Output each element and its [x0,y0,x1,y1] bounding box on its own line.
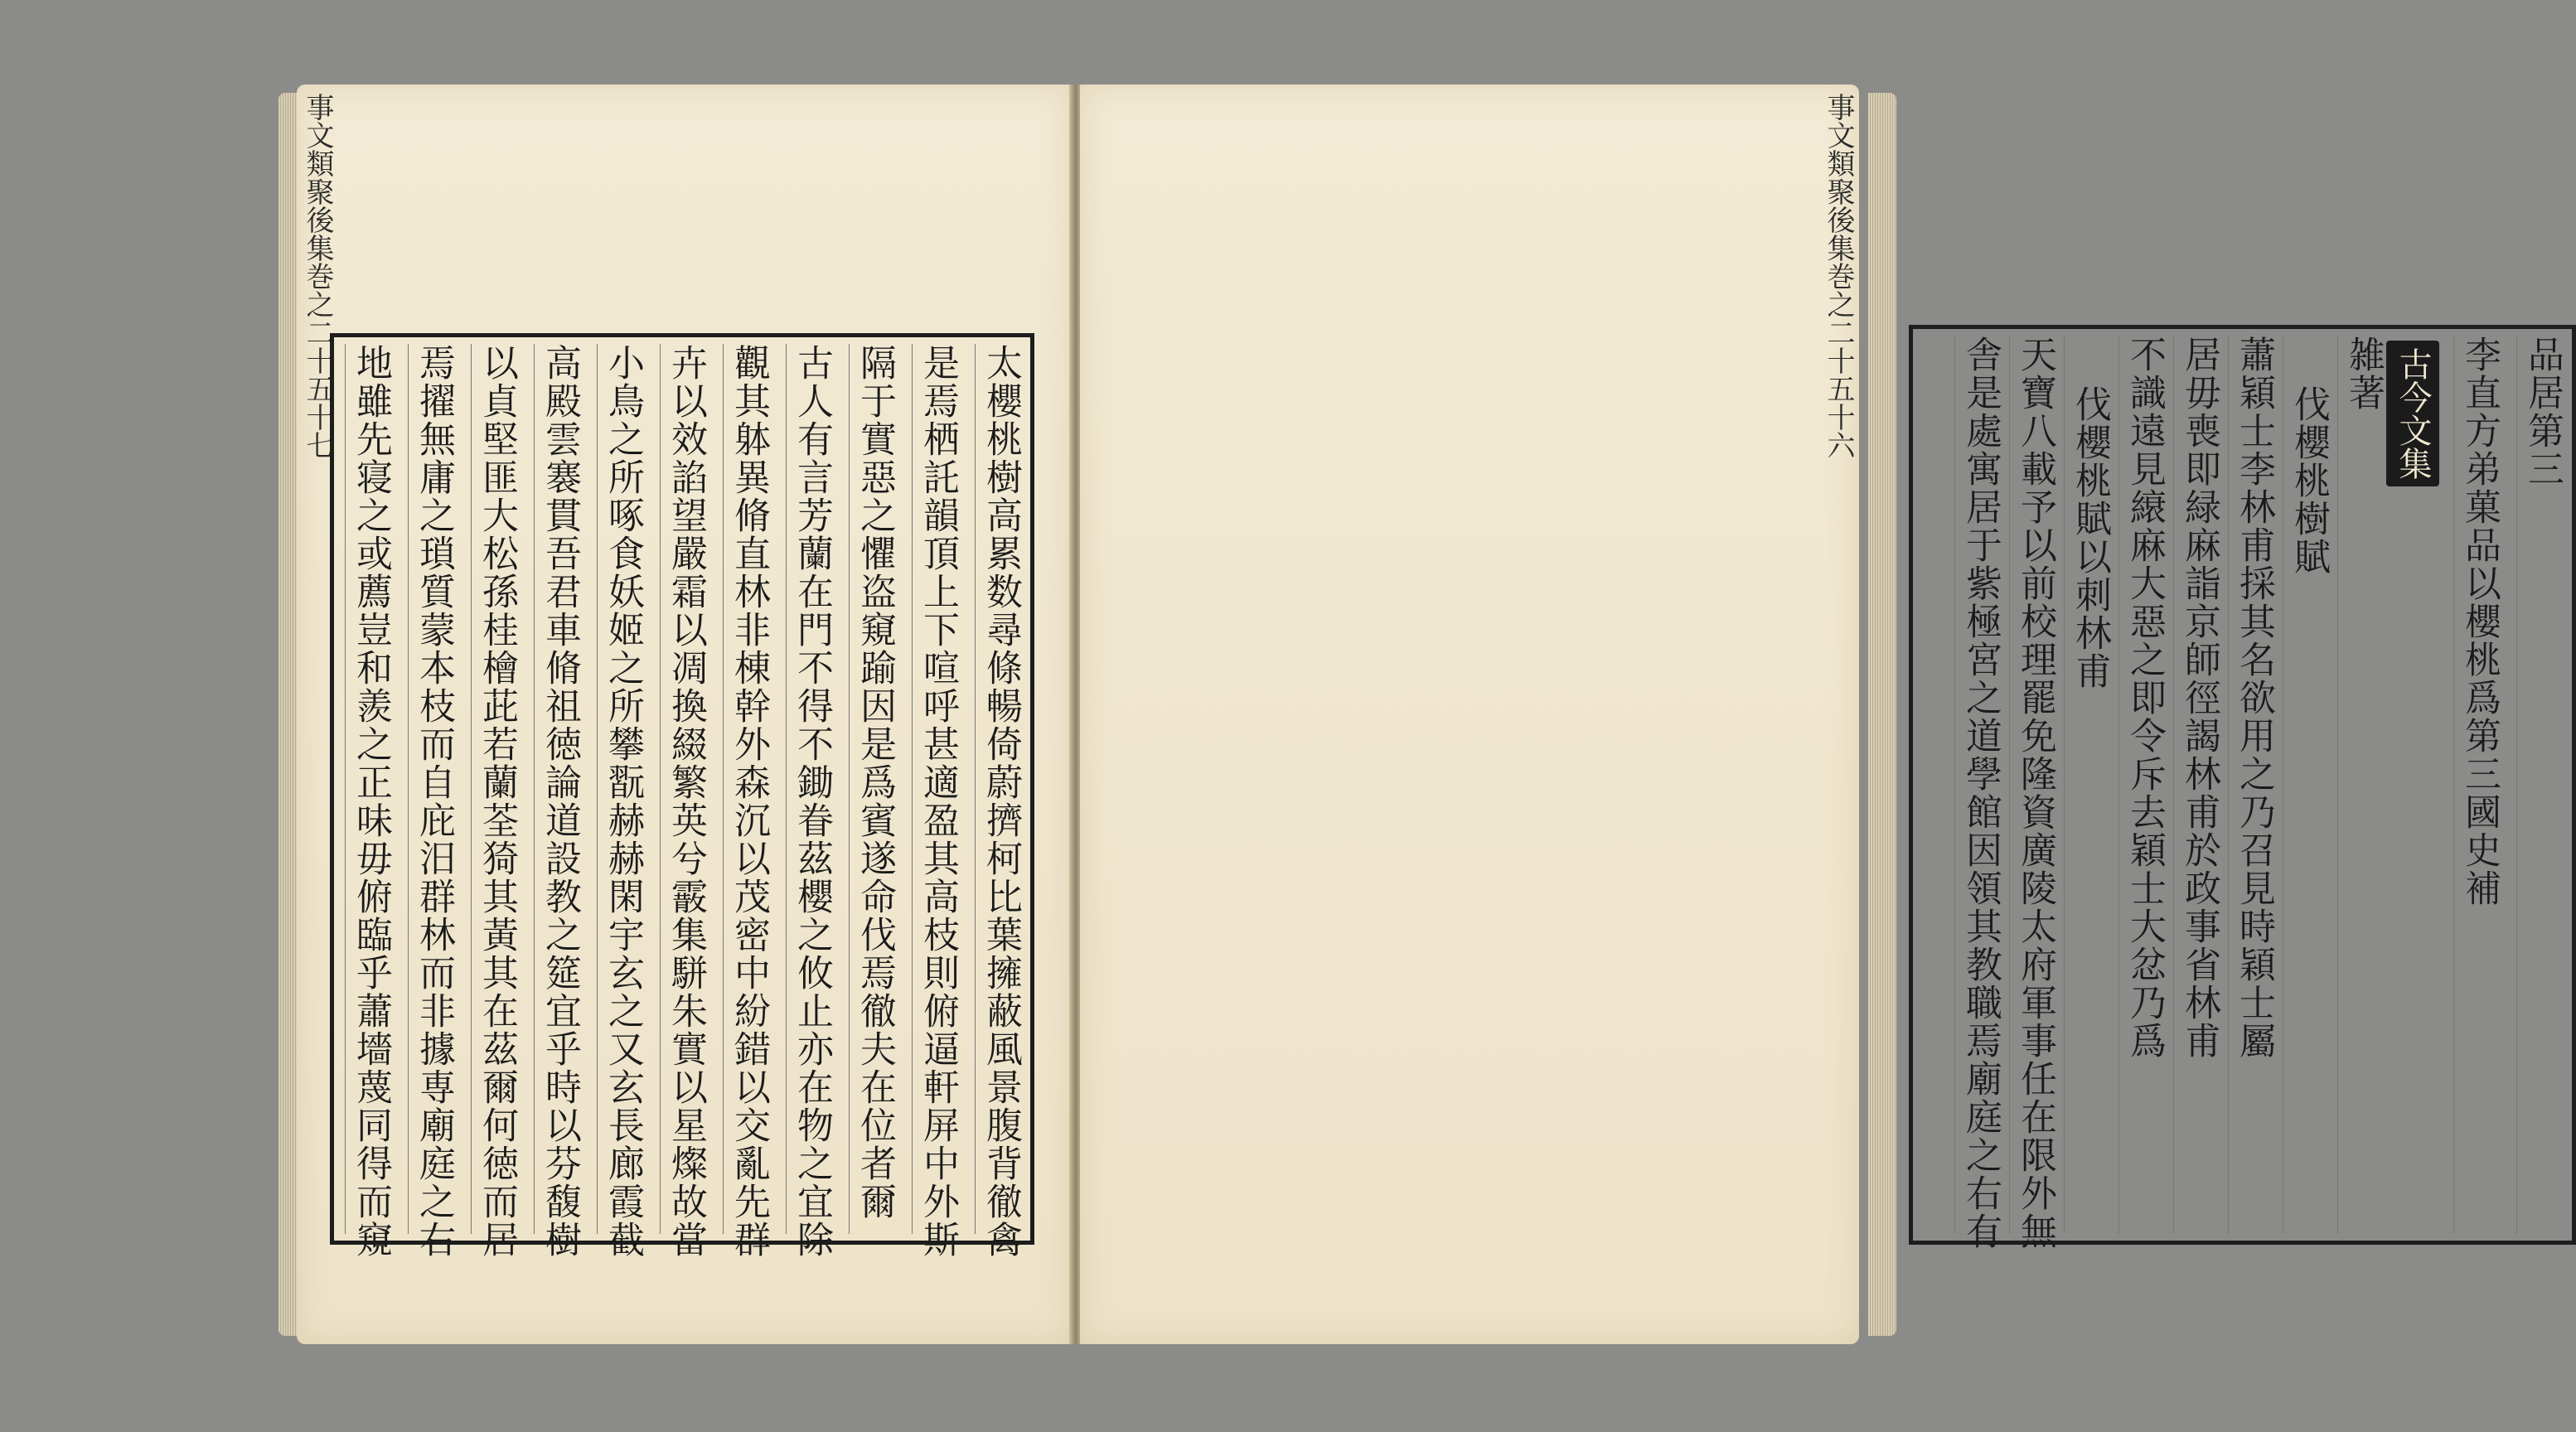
right-page [1080,85,2564,1344]
page-edges-right [1868,93,1896,1336]
left-margin-title: 事文類聚後集巻之二十五十七 [301,93,334,459]
left-page [297,85,1072,1344]
right-line-8: 天寶八載予以前校理罷免隆資廣陵太府軍事任在限外無 [2009,336,2060,1234]
left-line-2: 是焉栖託韻頂上下喧呼甚適盈其高枝則俯逼軒屏中外斯 [912,344,962,1234]
right-line-4: 蕭穎士李林甫採其名欲用之乃召見時穎士屬 [2228,336,2278,1234]
left-line-7: 小鳥之所啄食妖姬之所攀翫赫赫閑宇玄之又玄長廊霞截 [597,344,647,1234]
right-line-3: 伐櫻桃樹賦 [2283,336,2333,1234]
right-line-6: 不識遠見縗麻大惡之即令斥去穎士大忿乃爲 [2118,336,2169,1234]
right-header-line: 品居第三 [2516,336,2567,1234]
left-text-frame [330,333,1034,1259]
right-line-7: 伐櫻桃賦以刺林甫 [2064,336,2114,1234]
left-line-8: 高殿雲褰貫吾君車脩祖徳論道設教之筵宜乎時以芬馥樹 [534,344,584,1234]
left-line-1: 太櫻桃樹高累数尋條暢倚蔚擠柯比葉擁蔽風景腹背徹禽 [975,344,1025,1234]
open-book [297,76,2564,1352]
right-line-1: 李直方弟菓品以櫻桃爲第三國史補 [2453,336,2504,1234]
left-line-10: 焉擢無庸之瑣質蒙本枝而自庇汨群林而非據専廟庭之右 [408,344,458,1234]
left-line-6: 卉以效諂望嚴霜以凋換綴繁英兮霰集駢朱實以星燦故當 [660,344,710,1234]
right-text-frame [1909,325,2576,1251]
right-line-5: 居毋喪即緑麻詣京師徑謁林甫於政事省林甫 [2173,336,2224,1234]
left-line-11: 地雖先寝之或薦豈和羨之正味毋俯臨乎蕭墻蔑同得而窺 [345,344,395,1234]
left-line-3: 隔于實惡之懼盗窺踰因是爲賓遂命伐焉徹夫在位者爾 [849,344,899,1234]
left-line-5: 觀其躰異脩直林非棟幹外森沉以茂密中紛錯以交亂先群 [723,344,773,1234]
right-margin-title: 事文類聚後集巻之二十五十六 [1822,93,1855,459]
collection-badge: 古今文集 [2386,341,2439,486]
left-line-4: 古人有言芳蘭在門不得不鋤眷茲櫻之攸止亦在物之宜除 [786,344,836,1234]
right-line-9: 舎是處寓居于紫極宮之道學館因領其教職焉廟庭之右有 [1954,336,2005,1234]
left-line-9: 以貞堅匪大松孫桂檜茈若蘭荃猗其黃其在茲爾何徳而居 [471,344,521,1234]
right-line-2: 雑著 [2337,336,2388,1234]
